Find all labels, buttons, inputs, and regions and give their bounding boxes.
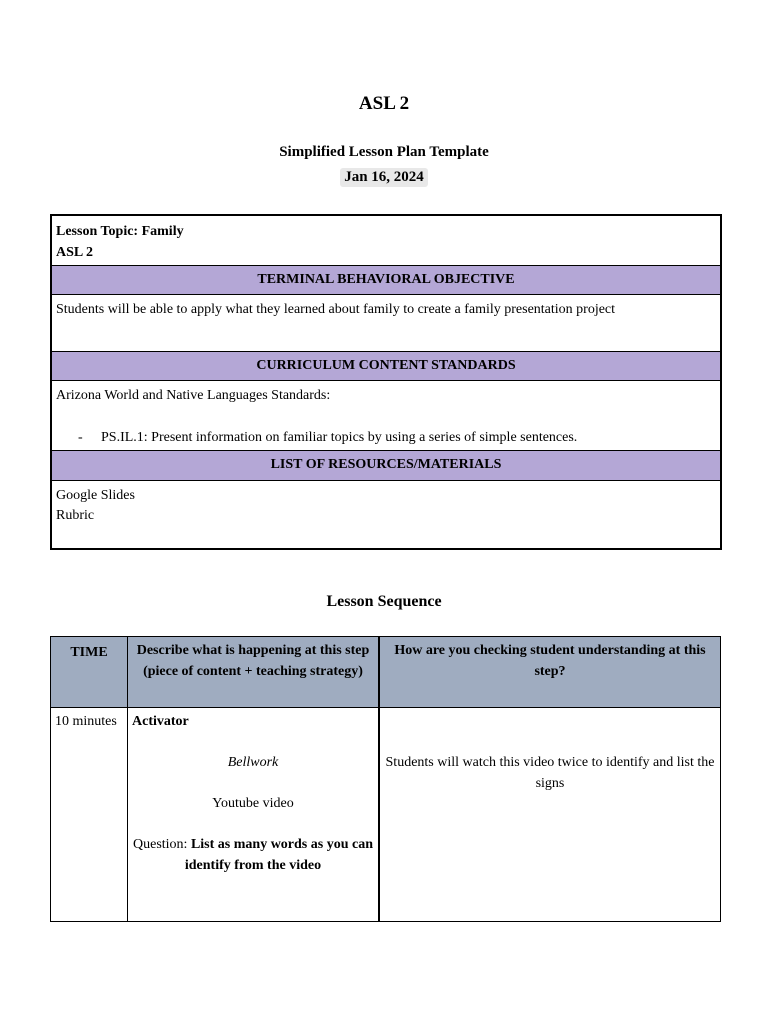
resource-item: Rubric xyxy=(56,508,95,523)
standards-header: CURRICULUM CONTENT STANDARDS xyxy=(52,351,720,381)
sequence-heading: Lesson Sequence xyxy=(326,593,442,610)
step-question xyxy=(132,834,374,876)
question-text: List as many words as you can identify from the video xyxy=(184,837,373,873)
row-step xyxy=(128,708,378,876)
lesson-course: ASL 2 xyxy=(56,245,93,260)
bullet-dash: - xyxy=(78,430,83,445)
step-bellwork: Bellwork xyxy=(227,755,279,770)
date-chip[interactable]: Jan 16, 2024 xyxy=(340,168,428,187)
row-time: 10 minutes xyxy=(55,714,117,729)
standards-cell xyxy=(52,382,720,451)
question-label: Question: xyxy=(133,837,191,852)
resources-header: LIST OF RESOURCES/MATERIALS xyxy=(52,450,720,481)
standards-bullet-text: PS.IL.1: Present information on familiar topics by using a series of simple sentences. xyxy=(101,430,578,445)
header-time: TIME xyxy=(70,645,108,660)
resource-item: Google Slides xyxy=(56,488,135,503)
lesson-topic: Lesson Topic: Family xyxy=(56,224,184,239)
lesson-info-table xyxy=(50,214,722,550)
lesson-topic-cell xyxy=(52,218,720,266)
objective-header: TERMINAL BEHAVIORAL OBJECTIVE xyxy=(52,265,720,295)
document-title: ASL 2 xyxy=(358,93,410,114)
lesson-sequence-table xyxy=(50,636,721,922)
header-checking: How are you checking student understanding at this step? xyxy=(394,643,706,679)
objective-text: Students will be able to apply what they learned about family to create a family presentation project xyxy=(56,302,616,317)
row-checking: Students will watch this video twice to identify and list the signs xyxy=(385,755,715,791)
header-describe-line1: Describe what is happening at this step xyxy=(136,643,370,658)
standards-bullet-item xyxy=(56,427,716,448)
resources-list xyxy=(52,483,720,529)
document-subtitle: Simplified Lesson Plan Template xyxy=(279,144,489,160)
header-describe-line2: (piece of content + teaching strategy) xyxy=(143,664,363,679)
step-video[interactable]: Youtube video xyxy=(212,796,294,811)
header-describe xyxy=(128,637,378,682)
date-wrapper xyxy=(0,168,768,187)
standards-intro: Arizona World and Native Languages Standards: xyxy=(56,388,331,403)
step-title: Activator xyxy=(132,714,189,729)
